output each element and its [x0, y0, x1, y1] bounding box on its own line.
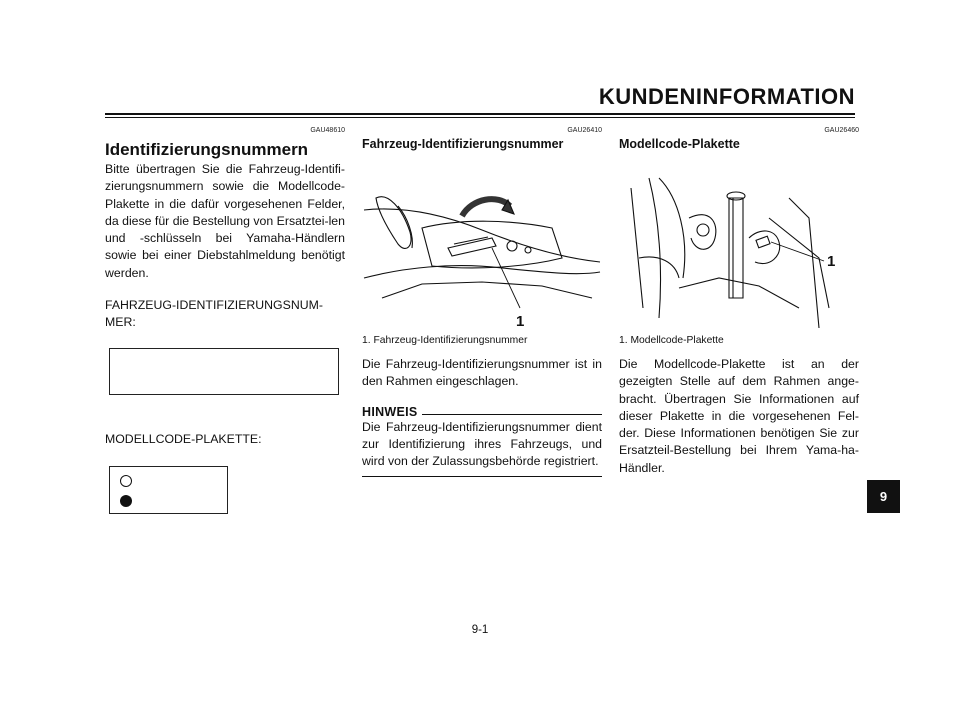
column-model-code: [619, 126, 859, 477]
frame-vin-drawing: [362, 158, 602, 328]
vin-location-illustration: [362, 158, 602, 328]
section-body: Die Modellcode-Plakette ist an der gezeigten Stelle auf dem Rahmen ange-bracht. Übertragen Sie Informationen auf dieser Plakette in die vorgesehenen Fel-der. Diese Informationen benötigen Sie zur Ersatzteil-Bestellung bei Ihrem Yama-ha-Händler.: [619, 357, 859, 475]
header-rule-thick: [105, 113, 855, 115]
chapter-tab[interactable]: 9: [867, 480, 900, 513]
note-rule: [422, 414, 602, 415]
page-header: [105, 84, 855, 118]
section-code: GAU26410: [567, 127, 602, 134]
model-code-entry-box: [109, 466, 228, 514]
vin-field-label: FAHRZEUG-IDENTIFIZIERUNGSNUM-MER:: [105, 298, 323, 330]
filled-circle-icon: [120, 495, 132, 507]
note-end-rule: [362, 476, 602, 477]
section-heading: Identifizierungsnummern: [105, 140, 309, 159]
column-identification: [105, 126, 345, 514]
page-number: 9-1: [471, 624, 489, 636]
page-title: KUNDENINFORMATION: [598, 84, 855, 109]
callout-number: 1: [827, 253, 836, 270]
figure-caption: 1. Fahrzeug-Identifizierungsnummer: [362, 335, 528, 346]
section-code: GAU26460: [824, 127, 859, 134]
section-heading: Fahrzeug-Identifizierungsnummer: [362, 137, 564, 151]
section-body: Bitte übertragen Sie die Fahrzeug-Identifi-zierungsnummern sowie die Modellcode-Plakette in die dafür vorgesehenen Felder, da diese für die Bestellung von Ersatztei-len und -schlüsseln bei Yamaha-Händlern sowie bei einer Diebstahlmeldung benötigt werden.: [105, 162, 345, 280]
callout-number: 1: [516, 313, 525, 328]
section-body: Die Fahrzeug-Identifizierungsnummer ist in den Rahmen eingeschlagen.: [362, 357, 602, 389]
header-rule-thin: [105, 117, 855, 118]
section-code: GAU48610: [310, 127, 345, 134]
section-heading: Modellcode-Plakette: [619, 137, 740, 151]
frame-model-plate-drawing: [619, 158, 859, 328]
vin-entry-box: [109, 348, 339, 395]
figure-caption: 1. Modellcode-Plakette: [619, 335, 724, 346]
note-label: HINWEIS: [362, 404, 418, 419]
note-body: Die Fahrzeug-Identifizierungsnummer dient zur Identifizierung ihres Fahrzeugs, und wird von der Zulassungsbehörde registriert.: [362, 419, 602, 469]
column-vin: [362, 126, 602, 477]
open-circle-icon: [120, 475, 132, 487]
model-code-field-label: MODELLCODE-PLAKETTE:: [105, 431, 262, 446]
note-header: [362, 405, 602, 419]
model-code-location-illustration: [619, 158, 859, 328]
